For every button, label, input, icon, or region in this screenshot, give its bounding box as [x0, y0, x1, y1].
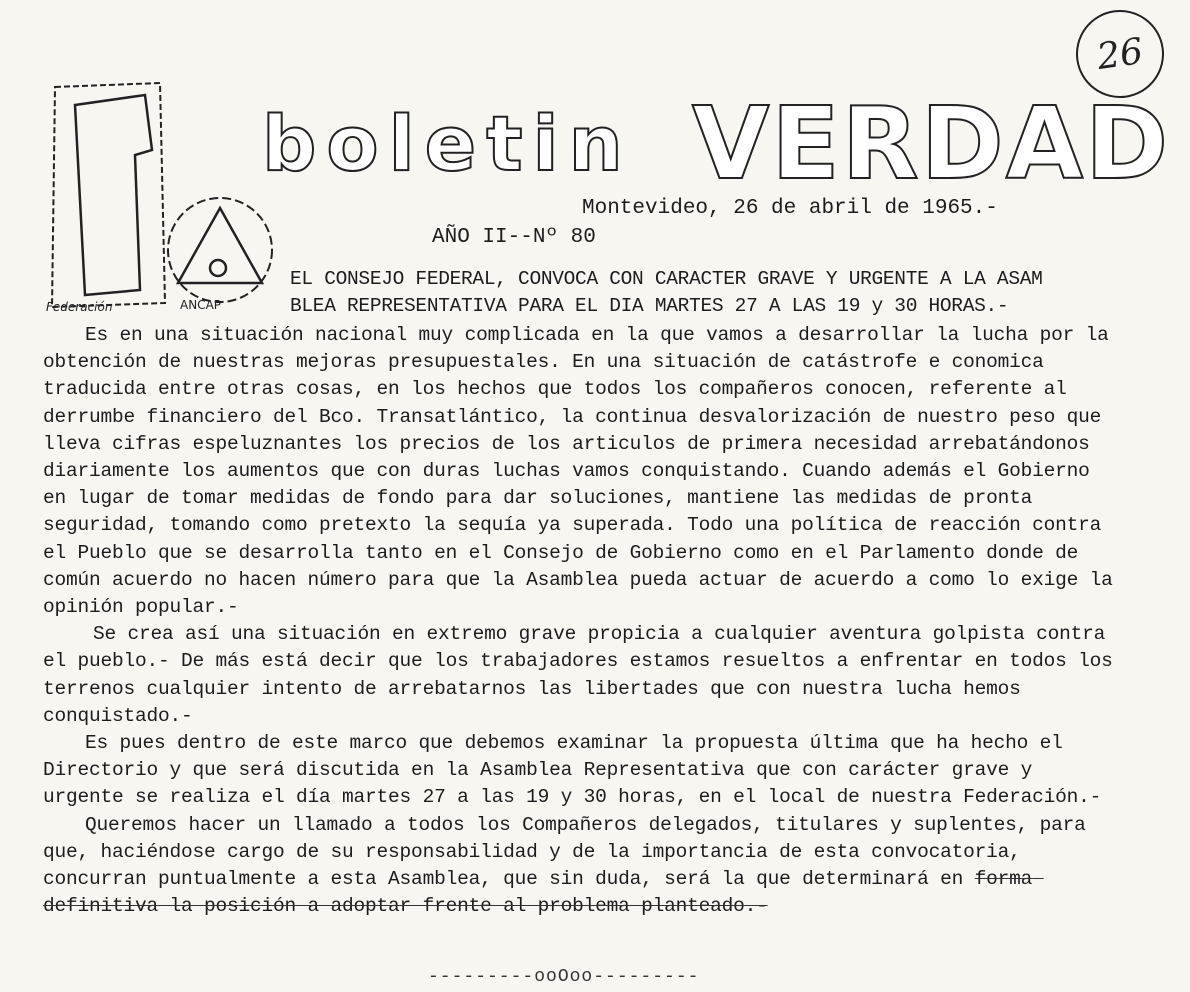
article-body	[43, 322, 1123, 920]
paragraph-4	[43, 812, 1123, 921]
paragraph-2: Se crea así una situación en extremo grave propicia a cualquier aventura golpista contra el pueblo.- De más está decir que los trabajadores estamos resueltos a enfrentar en todos los terrenos cualquier intento de arrebatarnos las libertades que con nuestra lucha hemos conquistado.-	[43, 623, 1125, 727]
closing-divider: ---------ooOoo---------	[428, 967, 700, 987]
paragraph-3: Es pues dentro de este marco que debemos examinar la propuesta última que ha hecho el Directorio y que será discutida en la Asamblea Representativa que con carácter grave y urgente se realiza el día martes 27 a las 19 y 30 horas, en el local de nuestra Federación.-	[43, 732, 1102, 809]
masthead-boletin: boletin	[262, 98, 633, 188]
struck-out-line: forma definitiva la posición a adoptar frente al problema planteado.-	[43, 868, 1044, 918]
issue-number: AÑO II--Nº 80	[432, 226, 596, 249]
convocation-line-1: EL CONSEJO FEDERAL, CONVOCA CON CARACTER GRAVE Y URGENTE A LA ASAM	[290, 268, 1043, 290]
logo-triangle	[178, 208, 262, 283]
logo-dot	[210, 260, 226, 276]
paragraph-1: Es en una situación nacional muy complicada en la que vamos a desarrollar la lucha por la obtención de nuestras mejoras presupuestales. En una situación de catástrofe e conomica traducida entre otras cosas, en los hechos que todos los compañeros conocen, referente al derrumbe financiero del Bco. Transatlántico, la continua desvalorización de nuestro peso que lleva cifras espeluznantes los precios de los articulos de primera necesidad arrebatándonos diariamente los aumentos que con duras luchas vamos conquistando. Cuando además el Gobierno en lugar de tomar medidas de fondo para dar soluciones, mantiene las medidas de pronta seguridad, tomando como pretexto la sequía ya superada. Todo una política de reacción contra el Pueblo que se desarrolla tanto en el Consejo de Gobierno como en el Parlamento donde de común acuerdo no hacen número para que la Asamblea pueda actuar de acuerdo a como lo exige la opinión popular.-	[43, 324, 1125, 619]
convocation-line-2: BLEA REPRESENTATIVA PARA EL DIA MARTES 27 A LAS 19 y 30 HORAS.-	[290, 295, 1009, 317]
convocation-notice	[290, 266, 1130, 320]
dateline: Montevideo, 26 de abril de 1965.-	[582, 197, 998, 220]
logo-label-federacion: Federación	[46, 300, 113, 314]
logo-column-outline	[75, 95, 152, 295]
masthead-verdad: VERDAD	[692, 84, 1171, 202]
paragraph-4-text: Queremos hacer un llamado a todos los Compañeros delegados, titulares y suplentes, para que, haciéndose cargo de su responsabilidad y de la importancia de esta convocatoria, concurran puntualmente a esta Asamblea, que sin duda, será la que determinará en	[43, 813, 1098, 891]
page-number: 26	[1070, 4, 1169, 103]
federation-logo	[40, 75, 290, 315]
logo-gear	[168, 198, 272, 302]
logo-label-ancap: ANCAP	[180, 298, 222, 312]
